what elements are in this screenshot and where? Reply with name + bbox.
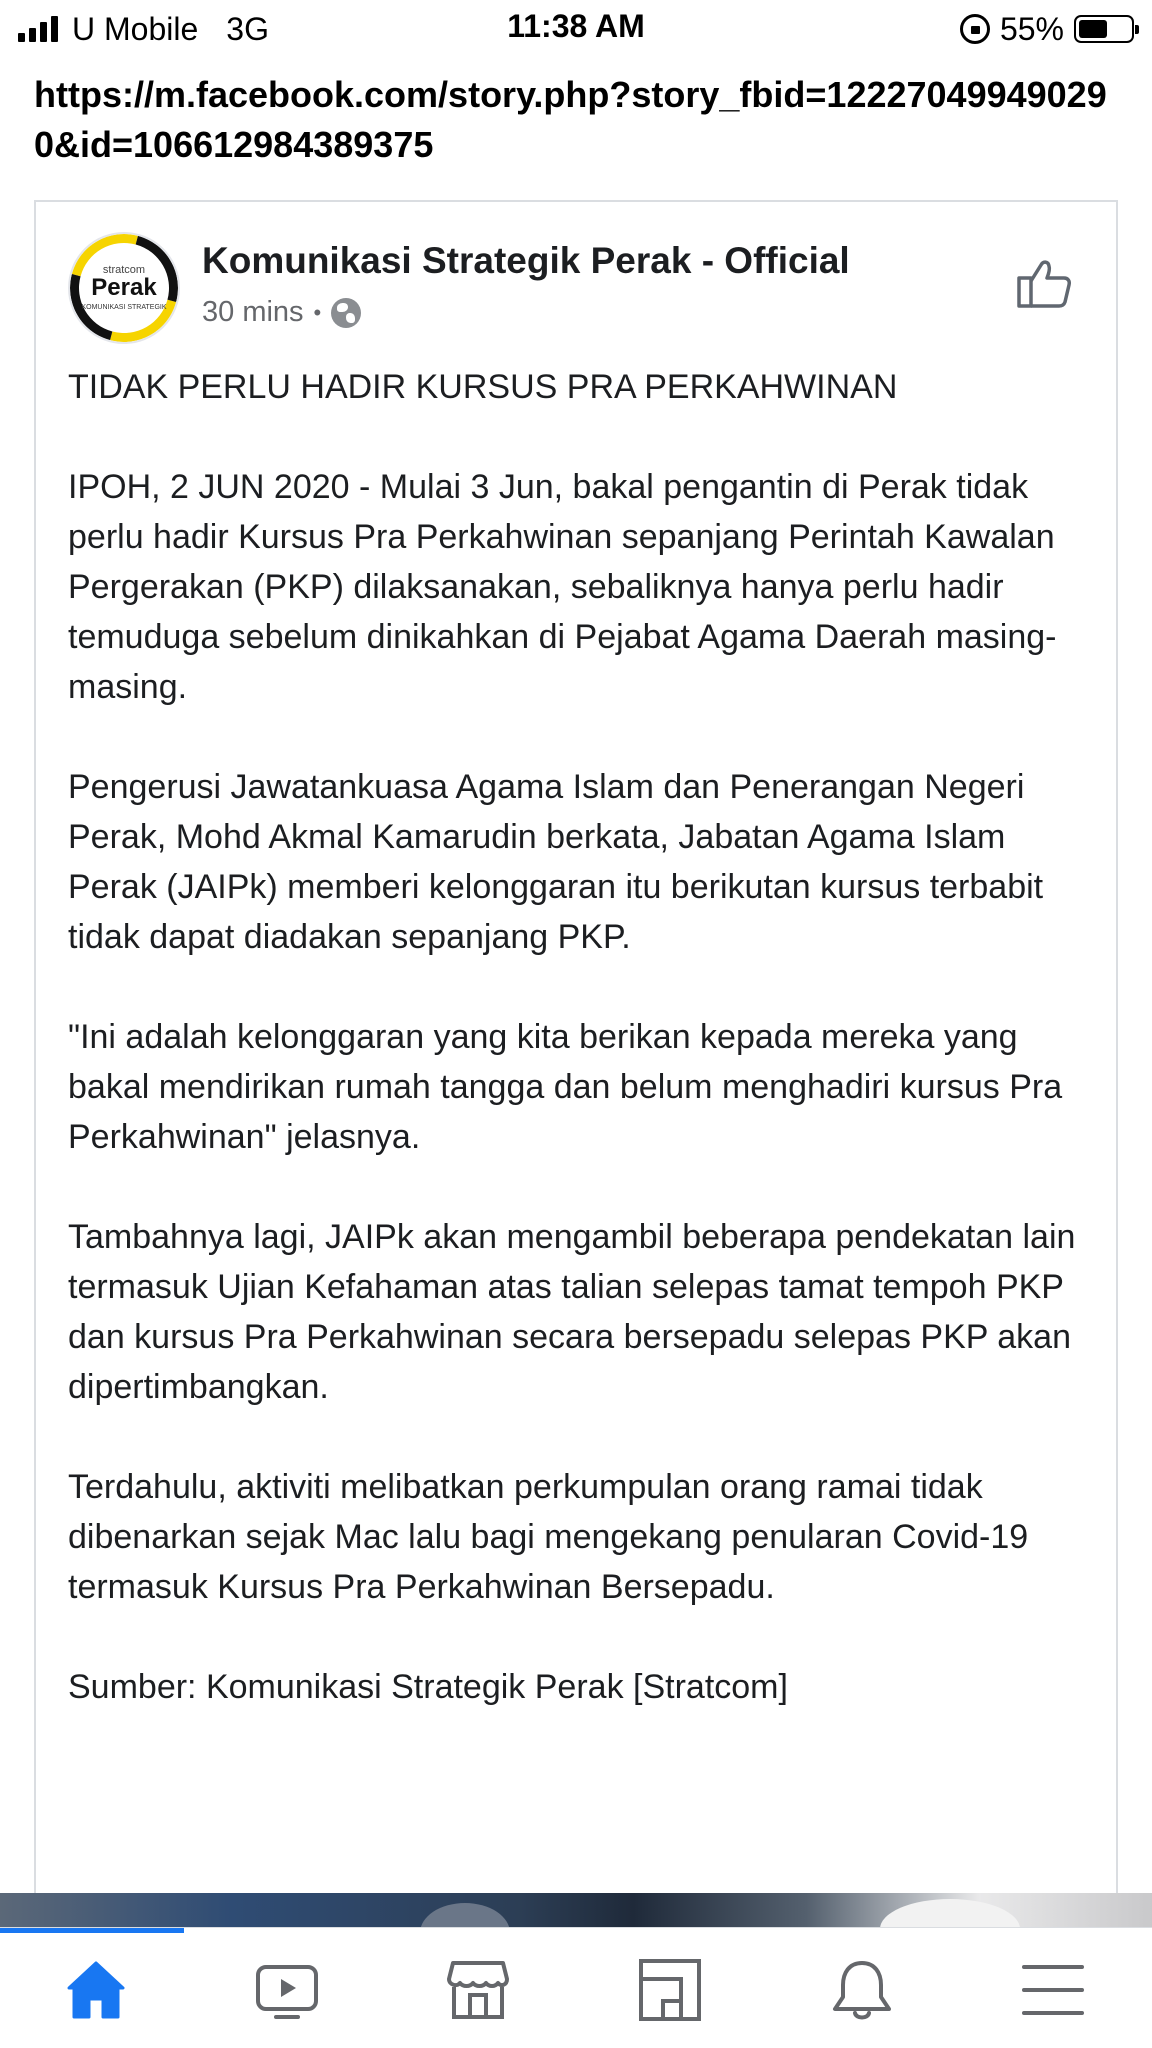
rotation-lock-icon xyxy=(960,14,990,44)
globe-icon xyxy=(331,298,361,328)
post-paragraph: "Ini adalah kelonggaran yang kita berikan kepada mereka yang bakal mendirikan rumah tangga dan belum menghadiri kursus Pra Perkahwinan" jelasnya. xyxy=(68,1018,1063,1156)
avatar-sub-text: KOMUNIKASI STRATEGIK xyxy=(81,304,167,311)
home-icon xyxy=(61,1955,131,2025)
bell-icon xyxy=(827,1955,897,2025)
avatar-small-text: stratcom xyxy=(102,264,146,276)
avatar-logo-text: Perak xyxy=(91,274,157,301)
nav-notifications[interactable] xyxy=(822,1950,902,2030)
post-paragraph: Tambahnya lagi, JAIPk akan mengambil beberapa pendekatan lain termasuk Ujian Kefahaman atas talian selepas tamat tempoh PKP dan kursus Pra Perkahwinan secara bersepadu selepas PKP akan dipertimbangkan. xyxy=(68,1218,1076,1406)
status-left xyxy=(18,11,438,48)
signal-icon xyxy=(18,16,58,42)
post-source: Sumber: Komunikasi Strategik Perak [Stratcom] xyxy=(68,1668,788,1706)
image-shape xyxy=(880,1899,1020,1927)
nav-home[interactable] xyxy=(56,1950,136,2030)
post-time[interactable]: 30 mins xyxy=(202,296,304,328)
status-bar xyxy=(0,0,1152,58)
battery-percent: 55% xyxy=(999,10,1064,47)
bottom-nav xyxy=(0,1927,1152,2048)
like-icon[interactable] xyxy=(1014,254,1072,312)
menu-icon xyxy=(1018,1955,1088,2025)
avatar[interactable] xyxy=(68,232,180,344)
page-url[interactable]: https://m.facebook.com/story.php?story_fbid=122270499490290&id=106612984389375 xyxy=(34,74,1107,165)
nav-watch[interactable] xyxy=(247,1950,327,2030)
battery-icon xyxy=(1074,15,1134,43)
marketplace-icon xyxy=(443,1955,513,2025)
network-type: 3G xyxy=(226,10,269,47)
meta-separator: • xyxy=(313,299,322,325)
post-paragraph: IPOH, 2 JUN 2020 - Mulai 3 Jun, bakal pengantin di Perak tidak perlu hadir Kursus Pra Perkahwinan sepanjang Perintah Kawalan Pergerakan (PKP) dilaksanakan, sebaliknya hanya perlu hadir temuduga sebelum dinikahkan di Pejabat Agama Daerah masing-masing. xyxy=(68,468,1057,706)
active-tab-indicator xyxy=(0,1928,184,1933)
battery-fill xyxy=(1079,20,1107,38)
post-image-preview[interactable] xyxy=(0,1893,1152,1927)
post-paragraph: Pengerusi Jawatankuasa Agama Islam dan Penerangan Negeri Perak, Mohd Akmal Kamarudin berkata, Jabatan Agama Islam Perak (JAIPk) memberi kelonggaran itu berikutan kursus terbabit tidak dapat diadakan sepanjang PKP. xyxy=(68,768,1044,956)
carrier-name: U Mobile xyxy=(72,10,199,47)
nav-menu[interactable] xyxy=(1013,1950,1093,2030)
image-shape xyxy=(420,1903,510,1927)
post-meta xyxy=(202,296,361,329)
nav-marketplace[interactable] xyxy=(438,1950,518,2030)
nav-pages[interactable] xyxy=(630,1950,710,2030)
post-paragraph: Terdahulu, aktiviti melibatkan perkumpulan orang ramai tidak dibenarkan sejak Mac lalu bagi mengekang penularan Covid-19 termasuk Kursus Pra Perkahwinan Bersepadu. xyxy=(68,1468,1029,1606)
video-icon xyxy=(252,1955,322,2025)
post-headline: TIDAK PERLU HADIR KURSUS PRA PERKAHWINAN xyxy=(68,368,898,406)
post-card xyxy=(34,200,1118,1900)
status-time: 11:38 AM xyxy=(507,8,645,44)
page-name[interactable]: Komunikasi Strategik Perak - Official xyxy=(202,240,850,281)
status-right xyxy=(960,11,1134,48)
pages-icon xyxy=(635,1955,705,2025)
post-body xyxy=(68,362,1098,1762)
